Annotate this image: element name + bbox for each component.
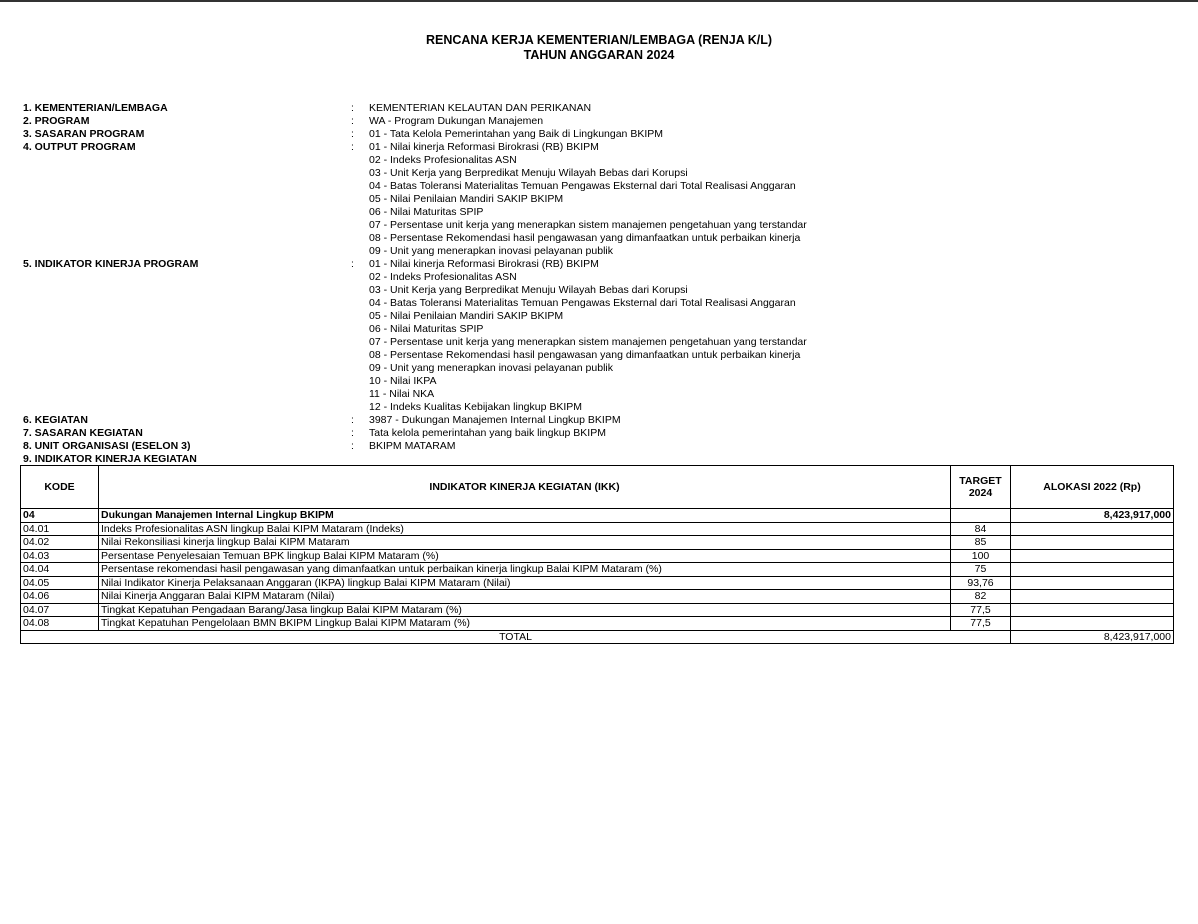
row-alokasi	[1011, 603, 1174, 617]
row-target: 100	[951, 549, 1011, 563]
row-kode: 04.06	[21, 590, 99, 604]
row-kode: 04.01	[21, 522, 99, 536]
table-row	[21, 549, 1174, 563]
info-label: 8. UNIT ORGANISASI (ESELON 3)	[23, 440, 191, 452]
table-row	[21, 509, 1174, 523]
info-row	[23, 115, 1173, 128]
info-label: 4. OUTPUT PROGRAM	[23, 141, 136, 153]
info-value: 04 - Batas Toleransi Materialitas Temuan Pengawas Eksternal dari Total Realisasi Anggaran	[369, 297, 796, 309]
total-row	[21, 630, 1174, 644]
row-target: 93,76	[951, 576, 1011, 590]
row-ikk: Nilai Indikator Kinerja Pelaksanaan Anggaran (IKPA) lingkup Balai KIPM Mataram (Nilai)	[99, 576, 951, 590]
info-value: 11 - Nilai NKA	[369, 388, 435, 400]
info-row	[23, 102, 1173, 115]
row-target: 75	[951, 563, 1011, 577]
row-kode: 04.02	[21, 536, 99, 550]
row-alokasi: 8,423,917,000	[1011, 509, 1174, 523]
info-value: 06 - Nilai Maturitas SPIP	[369, 323, 484, 335]
info-colon: :	[351, 258, 354, 270]
info-colon: :	[351, 128, 354, 140]
info-label: 1. KEMENTERIAN/LEMBAGA	[23, 102, 168, 114]
info-value: 02 - Indeks Profesionalitas ASN	[369, 271, 517, 283]
info-value: 3987 - Dukungan Manajemen Internal Lingkup BKIPM	[369, 414, 621, 426]
info-label: 7. SASARAN KEGIATAN	[23, 427, 143, 439]
title-line-1: RENCANA KERJA KEMENTERIAN/LEMBAGA (RENJA K/L)	[425, 33, 773, 47]
info-label: 2. PROGRAM	[23, 115, 90, 127]
info-colon: :	[351, 414, 354, 426]
info-colon: :	[351, 141, 354, 153]
table-row	[21, 522, 1174, 536]
info-label: 5. INDIKATOR KINERJA PROGRAM	[23, 258, 199, 270]
row-ikk: Dukungan Manajemen Internal Lingkup BKIPM	[99, 509, 951, 523]
row-ikk: Persentase rekomendasi hasil pengawasan yang dimanfaatkan untuk perbaikan kinerja lingkup Balai KIPM Mataram (%)	[99, 563, 951, 577]
info-value: 12 - Indeks Kualitas Kebijakan lingkup BKIPM	[369, 401, 583, 413]
row-target: 77,5	[951, 603, 1011, 617]
row-alokasi	[1011, 536, 1174, 550]
row-alokasi	[1011, 522, 1174, 536]
info-colon: :	[351, 427, 354, 439]
row-alokasi	[1011, 617, 1174, 631]
info-value: 06 - Nilai Maturitas SPIP	[369, 206, 484, 218]
row-target: 82	[951, 590, 1011, 604]
table-row	[21, 536, 1174, 550]
info-value: 09 - Unit yang menerapkan inovasi pelayanan publik	[369, 362, 613, 374]
info-row	[23, 128, 1173, 141]
table-row	[21, 563, 1174, 577]
info-value: WA - Program Dukungan Manajemen	[369, 115, 544, 127]
row-target: 84	[951, 522, 1011, 536]
info-value: KEMENTERIAN KELAUTAN DAN PERIKANAN	[369, 102, 592, 114]
info-value: 05 - Nilai Penilaian Mandiri SAKIP BKIPM	[369, 193, 564, 205]
header-target-line2: 2024	[968, 487, 993, 499]
ikk-table	[20, 465, 1174, 644]
table-row	[21, 576, 1174, 590]
info-value: 02 - Indeks Profesionalitas ASN	[369, 154, 517, 166]
info-colon: :	[351, 102, 354, 114]
info-row	[23, 414, 1173, 427]
header-alokasi: ALOKASI 2022 (Rp)	[1011, 466, 1174, 509]
row-target	[951, 509, 1011, 523]
row-kode: 04	[21, 509, 99, 523]
info-values	[369, 440, 1173, 453]
total-value: 8,423,917,000	[1011, 630, 1174, 644]
info-colon: :	[351, 440, 354, 452]
info-row	[23, 440, 1173, 453]
info-value: 10 - Nilai IKPA	[369, 375, 437, 387]
info-value: Tata kelola pemerintahan yang baik lingkup BKIPM	[369, 427, 606, 439]
info-values	[369, 414, 1173, 427]
info-values	[369, 128, 1173, 141]
row-kode: 04.03	[21, 549, 99, 563]
row-ikk: Indeks Profesionalitas ASN lingkup Balai KIPM Mataram (Indeks)	[99, 522, 951, 536]
row-alokasi	[1011, 576, 1174, 590]
info-values	[369, 258, 1173, 414]
total-label: TOTAL	[21, 630, 1011, 644]
header-kode: KODE	[21, 466, 99, 509]
row-ikk: Persentase Penyelesaian Temuan BPK lingkup Balai KIPM Mataram (%)	[99, 549, 951, 563]
info-value: 09 - Unit yang menerapkan inovasi pelayanan publik	[369, 245, 613, 257]
info-row	[23, 141, 1173, 258]
info-label: 9. INDIKATOR KINERJA KEGIATAN	[23, 453, 197, 465]
info-values	[369, 427, 1173, 440]
info-values	[369, 141, 1173, 258]
info-value: 05 - Nilai Penilaian Mandiri SAKIP BKIPM	[369, 310, 564, 322]
info-value: 01 - Nilai kinerja Reformasi Birokrasi (RB) BKIPM	[369, 258, 599, 270]
info-value: 08 - Persentase Rekomendasi hasil pengawasan yang dimanfaatkan untuk perbaikan kinerja	[369, 232, 801, 244]
document-title	[0, 33, 1198, 63]
info-label: 3. SASARAN PROGRAM	[23, 128, 145, 140]
table-row	[21, 617, 1174, 631]
header-target-line1: TARGET	[959, 475, 1002, 487]
table-row	[21, 590, 1174, 604]
info-values	[369, 115, 1173, 128]
row-alokasi	[1011, 549, 1174, 563]
info-value: 07 - Persentase unit kerja yang menerapkan sistem manajemen pengetahuan yang terstandar	[369, 336, 807, 348]
info-section	[23, 102, 1173, 466]
info-value: BKIPM MATARAM	[369, 440, 456, 452]
row-target: 77,5	[951, 617, 1011, 631]
table-header-row	[21, 466, 1174, 509]
info-colon: :	[351, 115, 354, 127]
row-kode: 04.04	[21, 563, 99, 577]
row-ikk: Nilai Kinerja Anggaran Balai KIPM Mataram (Nilai)	[99, 590, 951, 604]
info-values	[369, 102, 1173, 115]
row-target: 85	[951, 536, 1011, 550]
row-alokasi	[1011, 590, 1174, 604]
info-row	[23, 427, 1173, 440]
info-value: 03 - Unit Kerja yang Berpredikat Menuju Wilayah Bebas dari Korupsi	[369, 284, 688, 296]
info-label: 6. KEGIATAN	[23, 414, 88, 426]
row-ikk: Tingkat Kepatuhan Pengelolaan BMN BKIPM Lingkup Balai KIPM Mataram (%)	[99, 617, 951, 631]
info-value: 01 - Nilai kinerja Reformasi Birokrasi (RB) BKIPM	[369, 141, 599, 153]
header-ikk: INDIKATOR KINERJA KEGIATAN (IKK)	[99, 466, 951, 509]
info-value: 01 - Tata Kelola Pemerintahan yang Baik di Lingkungan BKIPM	[369, 128, 663, 140]
table-body	[21, 509, 1174, 631]
info-value: 04 - Batas Toleransi Materialitas Temuan Pengawas Eksternal dari Total Realisasi Anggaran	[369, 180, 796, 192]
info-row	[23, 258, 1173, 414]
info-value: 08 - Persentase Rekomendasi hasil pengawasan yang dimanfaatkan untuk perbaikan kinerja	[369, 349, 801, 361]
row-kode: 04.07	[21, 603, 99, 617]
info-value: 07 - Persentase unit kerja yang menerapkan sistem manajemen pengetahuan yang terstandar	[369, 219, 807, 231]
row-ikk: Tingkat Kepatuhan Pengadaan Barang/Jasa lingkup Balai KIPM Mataram (%)	[99, 603, 951, 617]
row-ikk: Nilai Rekonsiliasi kinerja lingkup Balai KIPM Mataram	[99, 536, 951, 550]
info-value: 03 - Unit Kerja yang Berpredikat Menuju Wilayah Bebas dari Korupsi	[369, 167, 688, 179]
header-target	[951, 466, 1011, 509]
title-line-2: TAHUN ANGGARAN 2024	[523, 48, 675, 62]
row-kode: 04.08	[21, 617, 99, 631]
table-row	[21, 603, 1174, 617]
row-kode: 04.05	[21, 576, 99, 590]
row-alokasi	[1011, 563, 1174, 577]
